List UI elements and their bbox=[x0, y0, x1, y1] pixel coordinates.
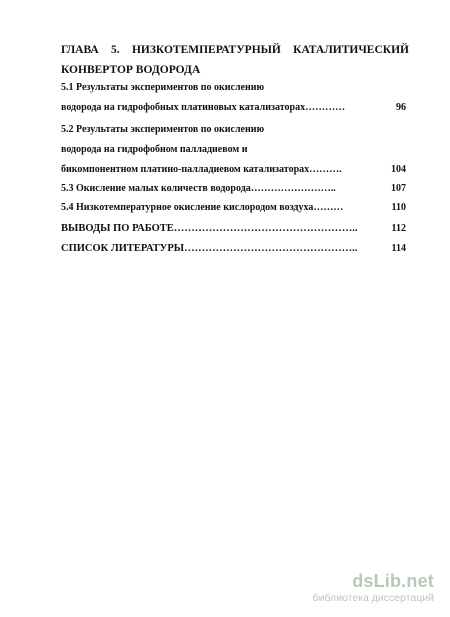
toc-conclusions-line: ВЫВОДЫ ПО РАБОТЕ…………………………………………….. bbox=[61, 223, 358, 234]
chapter-title-line2: КОНВЕРТОР ВОДОРОДА bbox=[61, 64, 201, 76]
toc-5-1-line1: 5.1 Результаты экспериментов по окислению bbox=[61, 82, 265, 93]
toc-5-2-page: 104 bbox=[391, 164, 406, 175]
watermark-subtitle: библиотека диссертаций bbox=[312, 592, 434, 604]
chapter-word: ГЛАВА bbox=[61, 44, 99, 56]
toc-5-4-page: 110 bbox=[391, 202, 406, 213]
toc-5-2-line2: водорода на гидрофобном палладиевом и bbox=[61, 144, 248, 155]
watermark-logo: dsLib.net bbox=[352, 571, 434, 591]
chapter-heading-line1 bbox=[61, 40, 409, 60]
toc-references-page: 114 bbox=[391, 243, 406, 254]
toc-5-4-line: 5.4 Низкотемпературное окисление кислородом воздуха……… bbox=[61, 202, 344, 213]
toc-5-1-line2: водорода на гидрофобных платиновых катализаторах………… bbox=[61, 102, 346, 113]
chapter-heading bbox=[61, 40, 409, 80]
chapter-title-word1: НИЗКОТЕМПЕРАТУРНЫЙ bbox=[131, 44, 281, 56]
toc-5-1-page: 96 bbox=[396, 102, 406, 113]
chapter-title-word2: КАТАЛИТИЧЕСКИЙ bbox=[293, 44, 409, 56]
watermark bbox=[313, 571, 434, 605]
toc-5-3-line: 5.3 Окисление малых количеств водорода…………………….. bbox=[61, 183, 336, 194]
toc-conclusions-page: 112 bbox=[391, 223, 406, 234]
toc-5-2-line3: бикомпонентном платино-палладиевом катализаторах………. bbox=[61, 164, 342, 175]
chapter-number: 5. bbox=[111, 44, 120, 56]
toc-5-2-line1: 5.2 Результаты экспериментов по окислению bbox=[61, 124, 265, 135]
toc-references-line: СПИСОК ЛИТЕРАТУРЫ………………………………………….. bbox=[61, 243, 358, 254]
toc-5-3-page: 107 bbox=[391, 183, 406, 194]
